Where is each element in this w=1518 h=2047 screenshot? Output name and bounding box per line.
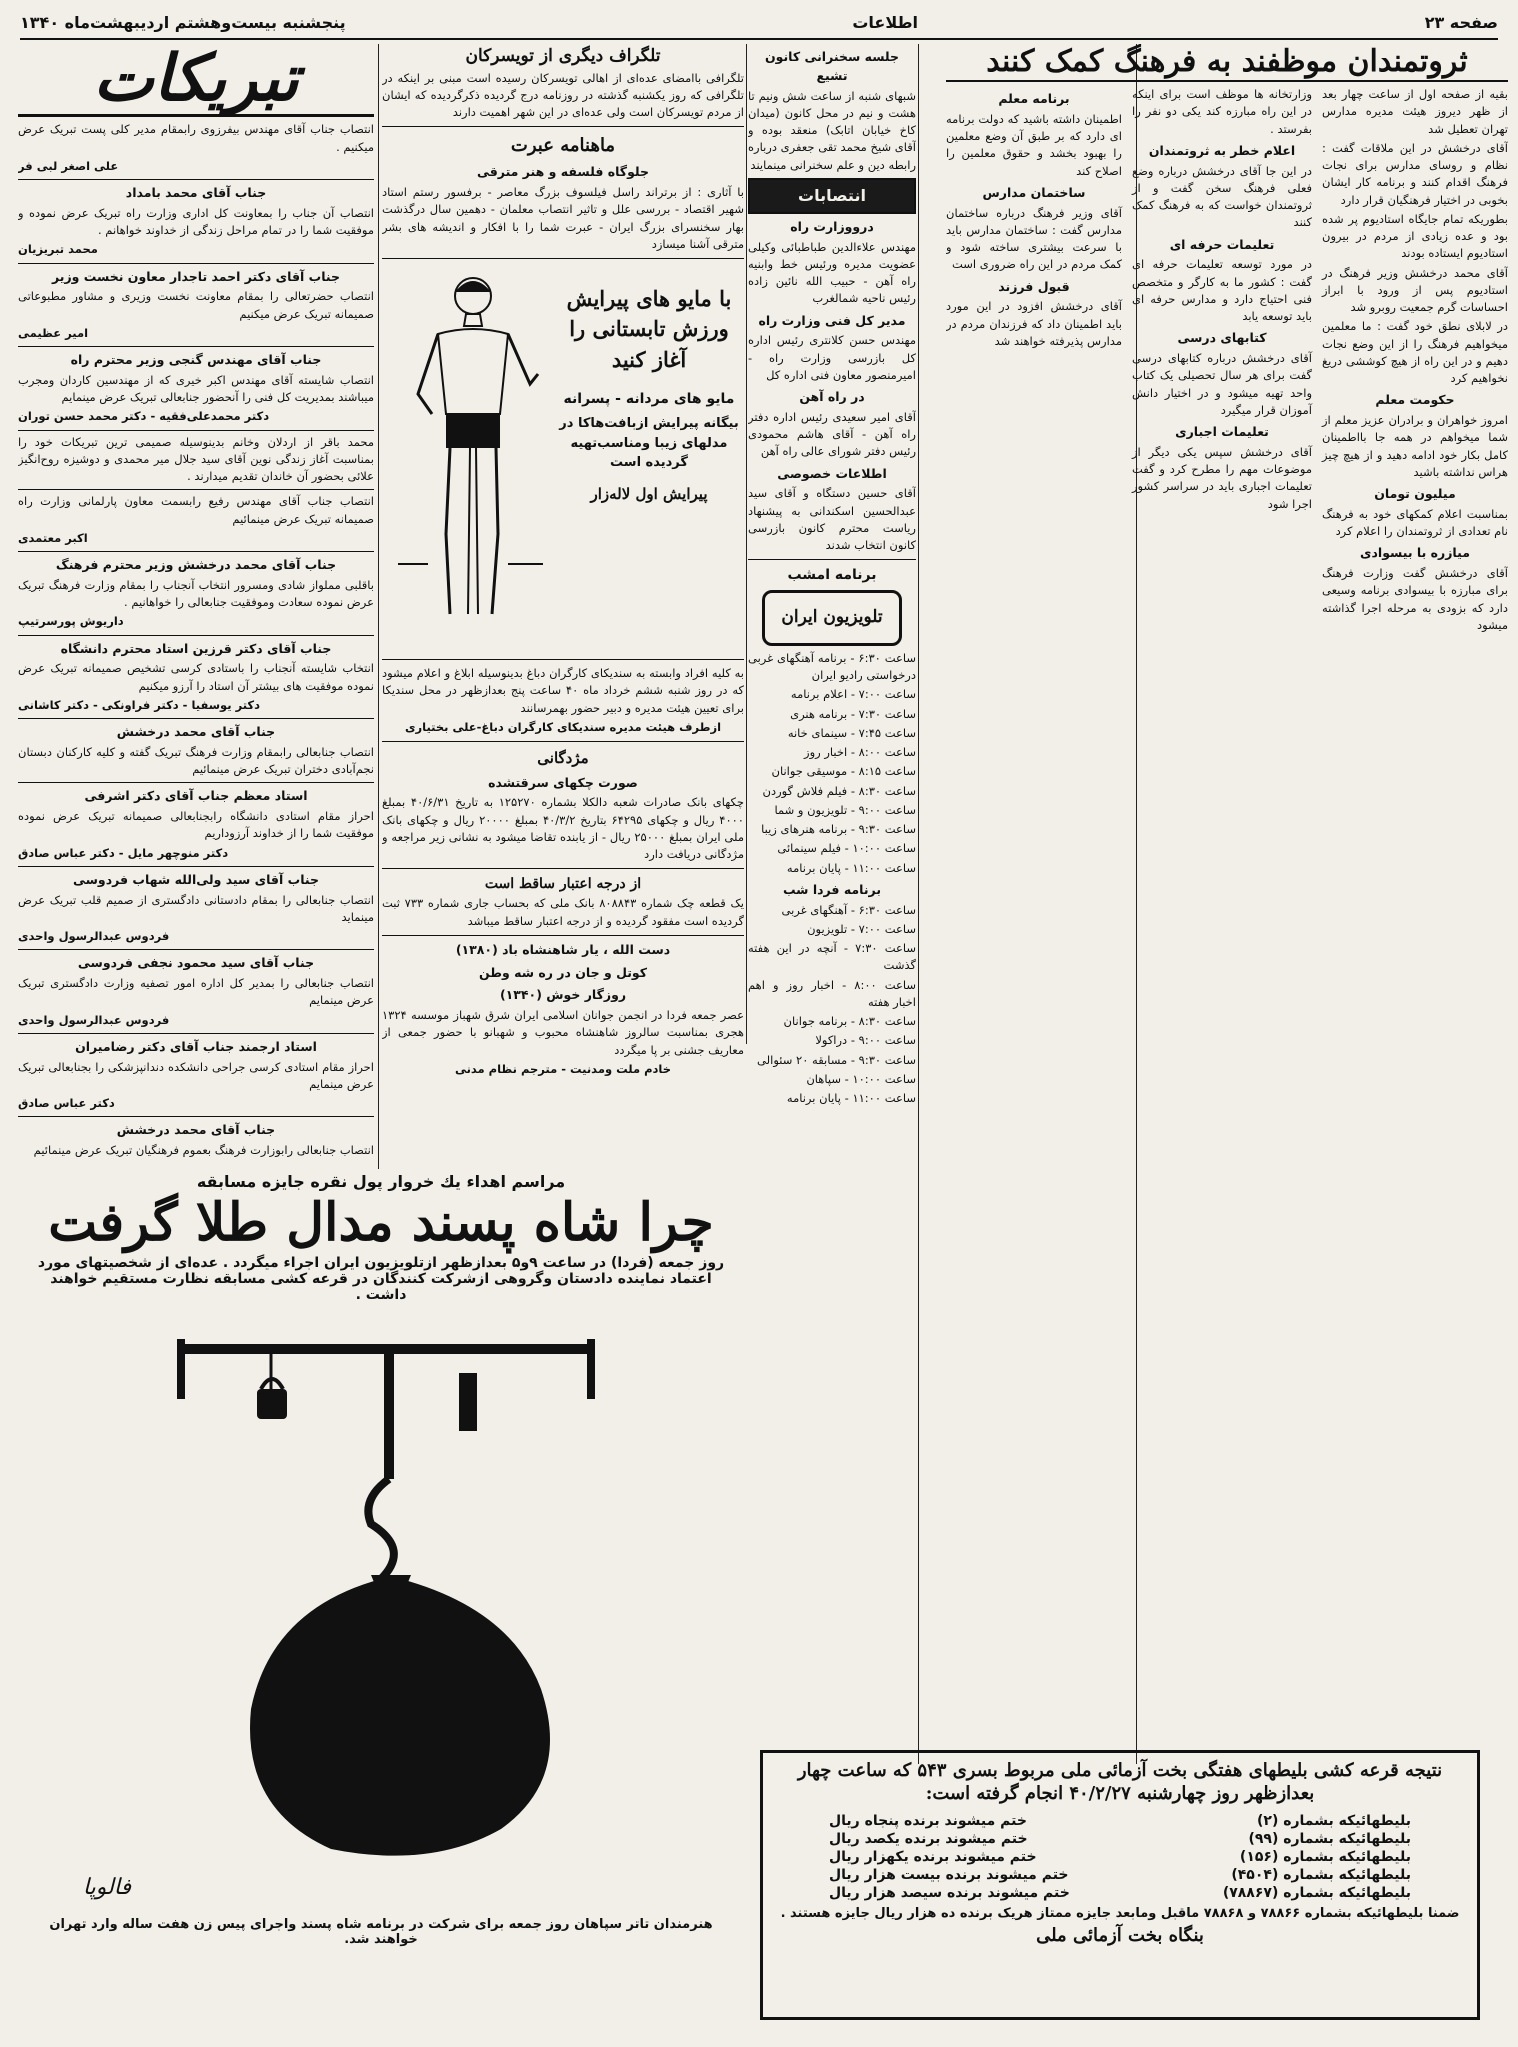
telegram-text: تلگرافی باامضای عده‌ای از اهالی تویسرکان رسیده است مبنی بر اینکه در تلگرافی که روز یکشنبه گذشته در روزنامه درج گردیده ذکرگردیده که ایشان از مردم تویسرکان است ولی عده‌ای در این شهر اهمیت دارند (382, 70, 744, 119)
tv-logo (762, 590, 902, 646)
tv-program-item: ساعت ۷:۰۰ - تلویزیون (807, 921, 916, 936)
swimwear-ad-line: بیگانه پیرایش ازبافت‌هاکا در مدلهای زیبا ومناسب‌تهیه گردیده است (559, 416, 739, 471)
congratulation-title: جناب آقای محمد درخشش وزیر محترم فرهنگ (55, 557, 337, 573)
congratulation-text: احراز مقام استادی کرسی جراحی دانشکده دندانپزشکی را بجنابعالی تبریک عرض مینمایم (18, 1059, 374, 1091)
lottery-title: نتیجه قرعه کشی بلیطهای هفتگی بخت آزمائی ملی مربوط بسری ۵۴۳ که ساعت چهار بعدازظهر روز چهارشنبه ۴۰/۲/۲۷ انجام گرفته است: (797, 1760, 1443, 1805)
tv-program-item: ساعت ۶:۳۰ - برنامه آهنگهای غربی درخواستی رادیو ایران (748, 650, 916, 682)
telegram-title: تلگراف دیگری از تویسرکان (465, 46, 661, 66)
congratulation-sign: اکبر معتمدی (18, 530, 88, 545)
congratulation-text: انتصاب جنابعالی را بمقام دادستانی دادگستری از صمیم قلب تبریک عرض مینماید (18, 892, 374, 924)
tv-program-item: ساعت ۸:۱۵ - موسیقی جوانان (771, 764, 916, 779)
article-paragraph: آقای وزیر فرهنگ درباره ساختمان مدارس گفت : ساختمان مدارس باید با سرعت بیشتری ساخته شود و کمک مردم در این راه ضروری است (946, 205, 1122, 272)
contest-banner (18, 1168, 744, 2028)
congratulation-text: احراز مقام استادی دانشگاه رابجنابعالی صمیمانه تبریک عرض نموده موفقیت شما را از خداوند آرزوداریم (18, 809, 374, 841)
tv-program-item: ساعت ۸:۰۰ - اخبار روز و اهم اخبار هفته (748, 977, 916, 1009)
appointments-title: انتصابات (748, 178, 916, 214)
article-subheading: میلیون تومان (1374, 486, 1456, 501)
section-text: مهندس علاءالدین طباطبائی وکیلی عضویت مدیره ورئیس خط وابنیه راه آهن - حبیب الله نائین زاده رئیس ناحیه شمالغرب (748, 239, 916, 306)
artist-signature: فالوپا (82, 1874, 131, 1900)
article-paragraph: آقای درخشش سپس یکی دیگر از موضوعات مهم را مطرح کرد و گفت تعلیمات اجباری باید در سراسر کشور اجرا شود (1132, 444, 1312, 511)
congratulation-title: جناب آقای محمد درخشش (116, 1122, 276, 1138)
congratulation-entry (18, 434, 374, 491)
article-paragraph: آقای درخشش افزود در این مورد باید اطمینان داد که فرزندان مردم در مدارس پذیرفته خواهند شد (946, 299, 1122, 348)
congratulation-entry (18, 871, 374, 951)
lottery-ticket: بلیطهائیکه بشماره (۴۵۰۴) (1231, 1866, 1411, 1883)
article-subheading: میازره با بیسوادی (1360, 545, 1470, 561)
congratulation-title: جناب آقای محمد درخشش (116, 724, 276, 740)
lottery-ticket: بلیطهائیکه بشماره (۷۸۸۶۷) (1222, 1884, 1411, 1901)
congratulation-sign: دکتر منوچهر مایل - دکتر عباس صادق (18, 845, 229, 860)
congratulation-entry (18, 351, 374, 431)
congratulation-text: انتصاب جناب آقای مهندس بیفرزوی رابمقام مدیر کلی پست تبریک عرض میکنیم . (18, 122, 374, 154)
tv-program-item: ساعت ۸:۳۰ - فیلم فلاش گوردن (762, 783, 916, 798)
congratulation-entry (18, 184, 374, 264)
lottery-prize: ختم میشوند برنده پنجاه ریال (829, 1812, 1027, 1829)
lottery-row (769, 1884, 1471, 1902)
congratulation-text: انتصاب جنابعالی رابمقام وزارت فرهنگ تبریک گفته و کلیه کارکنان دبستان نجم‌آبادی دختران تبریک عرض مینمائیم (18, 744, 374, 777)
tv-program-item: ساعت ۱۱:۰۰ - پایان برنامه (786, 860, 916, 875)
void-text: یک قطعه چک شماره ۸۰۸۸۴۳ بانک ملی که بحساب جاری شماره ۷۳۳ ثبت گردیده است مفقود گردیده و از درجه اعتبار ساقط میباشد (382, 896, 744, 928)
lottery-prize: ختم میشوند برنده یکهزار ریال (829, 1848, 1037, 1865)
article-subheading: تعلیمات حرفه ای (1169, 236, 1275, 252)
void-title: از درجه اعتبار ساقط است (484, 876, 642, 893)
union-notice-sign: ازطرف هیئت مدیره سندیکای کارگران دباغ-علی بختیاری (404, 719, 722, 734)
congratulation-title: جناب آقای محمد بامداد (125, 185, 267, 201)
banner-caption: هنرمندان تاتر سپاهان روز جمعه برای شرکت در برنامه شاه پسند واجرای پیس زن هفت ساله وارد تهران خواهند شد. (49, 1916, 713, 1947)
lottery-row (769, 1812, 1471, 1830)
article-paragraph: آقای محمد درخشش وزیر فرهنگ در استادیوم پس از ورود با ابراز احساسات گرم جمعیت روبرو شد (1322, 265, 1508, 314)
congratulation-text: محمد باقر از اردلان وخانم بدینوسیله صمیمی ترین تبریکات خود را بمناسبت آغاز زندگی نوین آقای سید جلال میر محمدی و دوشیزه روح‌انگیز علائی بحضور آن خاندان تقدیم میدارند . (18, 434, 374, 484)
section-title: اطلاعات خصوصی (777, 465, 887, 481)
article-subcolumn (946, 86, 1122, 636)
banner-text: روز جمعه (فردا) در ساعت ۹و۵ بعدازظهر ازتلویزیون ایران اجراء میگردد . عده‌ای از شخصیتهای مورد اعتماد نماینده دادستان وگروهی ازشرکت کنندگان در قرعه کشی مسابقه نظارت مستقیم خواهند داشت . (37, 1254, 725, 1303)
congratulation-text: انتصاب شایسته آقای مهندس اکبر خیری که از مهندسین کاردان ومجرب میباشند بمدیریت کل فنی را آنحضور جنابعالی تبریک عرض مینمایم (18, 372, 374, 405)
page-number: صفحه ۲۳ (1424, 12, 1498, 32)
congratulation-entry (18, 268, 374, 348)
lottery-note: ضمنا بلیطهائیکه بشماره ۷۸۸۶۶ و ۷۸۸۶۸ ماقبل ومابعد جایزه ممتاز هریک برنده ده هزار ریال جایزه هستند . (780, 1905, 1460, 1921)
congratulation-sign (18, 1161, 374, 1164)
congratulation-entry (18, 640, 374, 720)
article-paragraph: امروز خواهران و برادران عزیز معلم از شما میخواهم در همه جا بااطمینان کامل بکار خود ادامه دهید و از هیچ چیز هراس نداشته باشید (1322, 413, 1508, 479)
article-paragraph: بقیه از صفحه اول از ساعت چهار بعد از ظهر دیروز هیئت مدیره مدارس تهران تعطیل شد (1322, 87, 1508, 136)
congratulation-entry (18, 1121, 374, 1164)
section-text: مهندس حسن کلانتری رئیس اداره کل بازرسی وزارت راه - امیرمنصور معاون فنی اداره کل (748, 333, 916, 382)
article-paragraph: بمناسبت اعلام کمکهای خود به فرهنگ نام تعدادی از ثروتمندان را اعلام کرد (1322, 506, 1508, 538)
congratulation-entry (18, 954, 374, 1034)
congratulation-title: استاد ارجمند جناب آقای دکتر رضامیران (75, 1038, 317, 1054)
tv-program-item: ساعت ۹:۳۰ - مسابقه ۲۰ سئوالی (757, 1052, 916, 1067)
issue-date: پنجشنبه بیست‌وهشتم اردیبهشت‌ماه ۱۳۴۰ (20, 12, 346, 32)
lottery-ticket: بلیطهائیکه بشماره (۱۵۶) (1239, 1848, 1411, 1865)
article-paragraph: آقای درخشش در این ملاقات گفت : نظام و روسای مدارس برای نجات فرهنگ اقدام کنند و برنامه کار ایشان بخوبی در اختیار فرهنگیان قرار دارد (1322, 140, 1508, 207)
lottery-table (769, 1812, 1471, 1902)
tv-program-item: ساعت ۹:۰۰ - دراکولا (815, 1033, 916, 1048)
congratulation-text: انتصاب آن جناب را بمعاونت کل اداری وزارت راه تبریک عرض نموده و موفقیت شما را در تمام مراحل زندگی از خداوند خواهانم . (18, 205, 374, 238)
congratulation-sign: فردوس عبدالرسول واحدی (18, 1012, 170, 1027)
tv-program-item: ساعت ۸:۳۰ - برنامه جوانان (783, 1014, 916, 1028)
banner-kicker: مراسم اهداء یك خروار پول نقره جایزه مسابقه (196, 1172, 566, 1191)
swimwear-ad-line: مایو های مردانه - پسرانه (563, 391, 735, 408)
celebration-subtitle: روزگار خوش (۱۳۴۰) (499, 987, 627, 1003)
magazine-subtitle: جلوگاه فلسفه و هنر مترقی (476, 164, 650, 180)
lottery-row (769, 1830, 1471, 1848)
article-subheading: اعلام خطر به ثروتمندان (1148, 142, 1296, 158)
magazine-title: ماهنامه عبرت (510, 135, 616, 157)
lottery-footer: بنگاه بخت آزمائی ملی (1036, 1924, 1204, 1946)
congratulation-title: جناب آقای مهندس گنجی وزیر محترم راه (70, 352, 322, 368)
congratulation-sign: فردوس عبدالرسول واحدی (18, 929, 170, 944)
congratulation-sign: محمد تبریزیان (18, 242, 98, 257)
congratulation-title: جناب آقای سید محمود نجفی فردوسی (77, 955, 315, 971)
congratulation-sign: دکتر یوسفیا - دکتر فراونکی - دکتر کاشانی (18, 697, 261, 712)
tv-program-item: ساعت ۷:۰۰ - اعلام برنامه (790, 687, 916, 702)
section-title: درووزارت راه (790, 218, 874, 234)
lottery-ticket: بلیطهائیکه بشماره (۲) (1257, 1812, 1411, 1829)
celebration-text: عصر جمعه فردا در انجمن جوانان اسلامی ایران شرق شهباز موسسه ۱۳۲۴ هجری بمناسبت سالروز شاهنشاه محبوب و شهبانو با حضور جمعی از معاریف جشنی بر پا میگردد (382, 1008, 744, 1057)
swimwear-ad (382, 264, 744, 654)
tv-program-item: ساعت ۹:۳۰ - برنامه هنرهای زیبا (761, 822, 916, 836)
celebration-title: دست الله ، یار شاهنشاه باد (۱۳۸۰) (455, 941, 671, 957)
reward-text: چکهای بانک صادرات شعبه دالکلا بشماره ۱۲۵۲۷۰ به تاریخ ۴۰/۶/۳۱ بمبلغ ۴۰۰۰ ریال و چکهای ۶۴۲۹۵ بتاریخ ۴۰/۳/۲ بمبلغ ۲۰۰۰۰ ریال و چکهای بانک ملی ایران بمبلغ ۲۵۰۰۰ ریال - از یابنده تقاضا میشود به نشانی زیر مراجعه و مژدگانی دریافت دارد (382, 795, 744, 861)
congratulation-text: انتصاب جنابعالی رابوزارت فرهنگ بعموم فرهنگیان تبریک عرض مینمائیم (33, 1143, 374, 1158)
congratulation-sign: دکتر محمدعلی‌فقیه - دکتر محمد حسن توران (18, 409, 270, 424)
article-subheading: ساختمان مدارس (982, 184, 1086, 200)
article-paragraph: بطوریکه تمام جایگاه استادیوم پر شده بود و عده زیادی از مردم در بیرون استادیوم ایستاده بودند (1322, 211, 1508, 261)
article-headline: ثروتمندان موظفند به فرهنگ کمک کنند (946, 44, 1508, 82)
congratulation-entry (18, 121, 374, 180)
congratulations-list (18, 121, 374, 1164)
lottery-prize: ختم میشوند برنده یکصد ریال (829, 1830, 1028, 1847)
tv-program-item: ساعت ۷:۴۵ - سینمای خانه (787, 725, 916, 740)
scale-moneybag-illustration (71, 1309, 691, 1909)
lottery-prize: ختم میشوند برنده سیصد هزار ریال (829, 1884, 1070, 1901)
newspaper-name: اطلاعات (852, 12, 919, 32)
tv-program-item: ساعت ۷:۳۰ - آنچه در این هفته گذشت (748, 941, 916, 973)
swimwear-ad-title: با مایو های پیرایش ورزش تابستانی را آغاز کنید (566, 286, 732, 372)
congratulations-logo: تبریکات (18, 44, 374, 117)
tv-program-item: ساعت ۶:۳۰ - آهنگهای غربی (781, 902, 916, 917)
congratulation-entry (18, 1038, 374, 1118)
tv-program-item: ساعت ۹:۰۰ - تلویزیون و شما (774, 802, 916, 817)
congratulation-sign: داریوش پورسرتیپ (18, 614, 124, 629)
article-paragraph: وزارتخانه ها موظف است برای اینکه در این راه مبارزه کند یکی دو نفر را بفرستد . (1132, 87, 1312, 136)
lecture-text: شبهای شنبه از ساعت شش ونیم تا هشت و نیم در محل کانون (میدان کاخ خیابان اتابک) منعقد بوده و آقای شیخ محمد تقی جعفری درباره رابطه دین و علم سخنرانی مینمایند (748, 88, 916, 172)
column-appointments (748, 44, 916, 1214)
page-header (20, 10, 1498, 40)
tv-program-item: ساعت ۱۰:۰۰ - فیلم سینمائی (777, 841, 916, 856)
congratulation-text: باقلبی مملواز شادی ومسرور انتخاب آنجناب را بمقام وزارت فرهنگ تبریک عرض نموده سعادت وموفقیت جنابعالی را خواهانیم . (18, 577, 374, 610)
article-subheading: کتابهای درسی (1177, 330, 1267, 346)
article-subcolumn (1132, 86, 1312, 636)
swimmer-illustration (388, 264, 548, 634)
section-title: در راه آهن (799, 389, 865, 404)
congratulation-text: انتصاب جنابعالی را بمدیر کل اداره امور تصفیه وزارت دادگستری تبریک عرض مینمایم (18, 976, 374, 1008)
column-notices (382, 44, 744, 1164)
congratulation-text: انتصاب جناب آقای مهندس رفیع رابسمت معاون پارلمانی وزارت راه صمیمانه تبریک عرض مینمائیم (18, 494, 374, 526)
article-paragraph: اطمینان داشته باشید که دولت برنامه ای دارد که بر طبق آن وضع معلمین را بهبود بخشد و حقوق معلمین را اصلاح کند (946, 111, 1122, 178)
tv-schedule (748, 650, 916, 877)
lottery-prize: ختم میشوند برنده بیست هزار ریال (829, 1866, 1069, 1883)
article-subheading: حکومت معلم (1375, 392, 1455, 408)
article-subheading: قبول فرزند (998, 278, 1070, 294)
reward-subtitle: صورت چکهای سرقتشده (488, 774, 638, 790)
tv-program-item: ساعت ۱۱:۰۰ - پایان برنامه (786, 1091, 916, 1105)
tv-program-item: ساعت ۸:۰۰ - اخبار روز (804, 745, 916, 759)
congratulation-title: استاد معظم جناب آقای دکتر اشرفی (84, 788, 308, 804)
column-education-article (946, 44, 1508, 1744)
lottery-results (760, 1750, 1480, 2020)
celebration-subtitle: کوتل و جان در ره شه وطن (478, 964, 648, 980)
article-subheading: برنامه معلم (998, 91, 1070, 106)
congratulation-text: انتصاب حضرتعالی را بمقام معاونت نخست وزیری و مشاور مطبوعاتی صمیمانه تبریک عرض میکنیم (18, 289, 374, 321)
congratulation-sign: دکتر عباس صادق (18, 1096, 115, 1111)
article-paragraph: آقای درخشش گفت وزارت فرهنگ برای مبارزه با بیسوادی برنامه وسیعی دارد که بزودی به مرحله اجرا گذاشته میشود (1322, 566, 1508, 632)
tv-schedule-tomorrow (748, 902, 916, 1108)
tomorrow-heading: برنامه فردا شب (782, 881, 882, 897)
tv-program-item: ساعت ۱۰:۰۰ - سپاهان (806, 1071, 916, 1086)
article-paragraph: در لابلای نطق خود گفت : ما معلمین میخواهیم فرهنگ را از این وضع نجات دهیم و در این راه از هیچ کوششی دریغ نخواهیم کرد (1322, 319, 1508, 385)
congratulation-title: جناب آقای سید ولی‌الله شهاب فردوسی (72, 871, 319, 887)
reward-title: مژدگانی (537, 749, 589, 767)
section-title: مدیر کل فنی وزارت راه (758, 312, 906, 328)
congratulation-text: انتخاب شایسته آنجناب را باستادی کرسی تشخیص صمیمانه تبریک عرض نموده موفقیت های بیشتر آن استاد را آرزو میکنیم (18, 661, 374, 693)
article-paragraph: در این جا آقای درخشش درباره وضع فعلی فرهنگ سخن گفت و از ثروتمندان خواست که به فرهنگ کمک کنند (1132, 163, 1312, 230)
congratulation-sign: امیر عظیمی (18, 325, 89, 340)
congratulation-title: جناب آقای دکتر احمد تاجدار معاون نخست وزیر (51, 268, 341, 284)
swimwear-ad-shop: پیرایش اول لاله‌زار (590, 484, 708, 503)
banner-title: چرا شاه پسند مدال طلا گرفت (48, 1192, 714, 1253)
celebration-sign: خادم ملت ومدنیت - مترجم نظام مدنی (454, 1061, 672, 1076)
column-congratulations (18, 44, 374, 1164)
magazine-text: با آثاری : از برتراند راسل فیلسوف بزرگ معاصر - برفسور رستم استاد شهیر اقتصاد - بررسی علل و تاثیر انتصاب معلمان - دهمین سال درگذشت بهار سخنسرای بزرگ ایران - عبرت شما را با افکار و اندیشه های بشر مترقی آشنا میسازد (382, 185, 744, 251)
article-subheading: تعلیمات اجباری (1175, 424, 1269, 439)
tv-heading: برنامه امشب (787, 567, 877, 584)
lottery-ticket: بلیطهائیکه بشماره (۹۹) (1248, 1830, 1411, 1847)
lecture-title: جلسه سخنرانی کانون تشیع (764, 49, 900, 83)
article-subcolumn (1322, 86, 1508, 636)
article-paragraph: آقای درخشش درباره کتابهای درسی گفت برای هر سال تحصیلی یک کتاب واحد تهیه میشود و در اختیار دانش آموزان قرار میگیرد (1132, 351, 1312, 417)
congratulation-sign: علی اصغر لبی فر (18, 158, 119, 173)
tv-program-item: ساعت ۷:۳۰ - برنامه هنری (790, 706, 916, 721)
congratulation-entry (18, 787, 374, 867)
article-paragraph: در مورد توسعه تعلیمات حرفه ای گفت : کشور ما به کارگر و متخصص فنی احتیاج دارد و مدارس حرفه ای باید توسعه یابد (1132, 257, 1312, 323)
congratulation-entry (18, 493, 374, 552)
congratulation-title: جناب آقای دکتر قرزین استاد محترم دانشگاه (60, 640, 332, 656)
section-text: آقای حسین دستگاه و آقای سید عبدالحسین اسکندانی به پیشنهاد ریاست محترم کانون بازرسی کانون انتخاب شدند (748, 486, 916, 552)
lottery-row (769, 1848, 1471, 1866)
congratulation-entry (18, 723, 374, 783)
section-text: آقای امیر سعیدی رئیس اداره دفتر راه آهن - آقای هاشم محمودی رئیس دفتر شورای عالی راه آهن (748, 409, 916, 459)
lottery-row (769, 1866, 1471, 1884)
tv-logo-text: تلویزیون ایران (781, 607, 883, 628)
congratulation-entry (18, 556, 374, 636)
union-notice: به کلیه افراد وابسته به سندیکای کارگران دباغ بدینوسیله ابلاغ و اعلام میشود که در روز شنبه ششم خرداد ماه ۴۰ ساعت پنج بعدازظهر در محل سندیکا برای تعیین هیئت مدیره و دبیر حضور بهمرسانند (382, 666, 744, 715)
